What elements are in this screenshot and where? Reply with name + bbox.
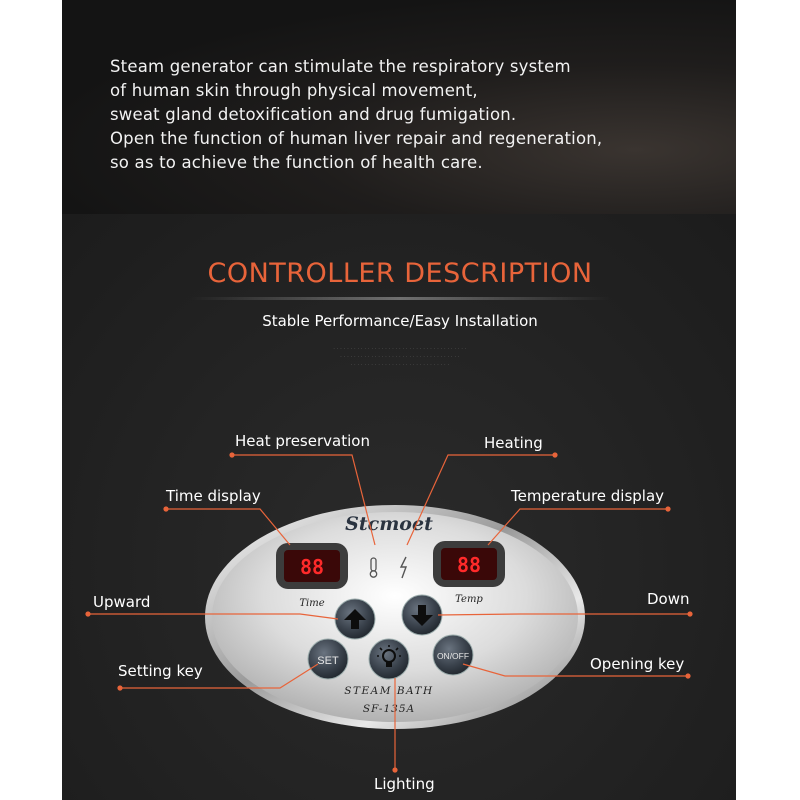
power-button[interactable] (433, 635, 473, 675)
time-display (276, 543, 348, 589)
label-heating: Heating (484, 434, 543, 452)
banner-text-line: Open the function of human liver repair and regeneration, (110, 129, 603, 148)
set-button[interactable] (308, 639, 348, 679)
model-line-1: STEAM BATH (344, 685, 434, 697)
banner-text-line: sweat gland detoxification and drug fumigation. (110, 105, 517, 124)
power-label: ON/OFF (436, 651, 470, 661)
model-line-2: SF-135A (362, 703, 416, 715)
label-heat-preservation: Heat preservation (235, 432, 370, 450)
set-label: SET (317, 655, 339, 667)
label-opening-key: Opening key (590, 655, 685, 673)
banner-text-line: of human skin through physical movement, (110, 81, 478, 100)
brand-logo: Stcmoet (345, 513, 433, 535)
temp-readout: 88 (456, 553, 482, 577)
label-setting-key: Setting key (118, 662, 203, 680)
temp-caption: Temp (455, 594, 483, 605)
temperature-display (433, 541, 505, 587)
section-title: CONTROLLER DESCRIPTION (207, 258, 593, 289)
label-time-display: Time display (166, 487, 261, 505)
banner-text-line: so as to achieve the function of health care. (110, 153, 483, 172)
down-button[interactable] (402, 595, 442, 635)
label-down: Down (647, 590, 690, 608)
time-readout: 88 (299, 555, 325, 579)
label-upward: Upward (93, 593, 151, 611)
label-temperature-display: Temperature display (511, 487, 665, 505)
light-button[interactable] (369, 639, 409, 679)
banner-text-line: Steam generator can stimulate the respiratory system (110, 57, 571, 76)
section-subtitle: Stable Performance/Easy Installation (262, 312, 538, 330)
fine-print-decoration: · · · · · · · · · · · · · · · · · · · · · · · · · · · · · · · · · · · (340, 355, 460, 360)
fine-print-decoration: · · · · · · · · · · · · · · · · · · · · · · · · · · · · · · · · · · · · · · · (333, 347, 467, 352)
fine-print-decoration: · · · · · · · · · · · · · · · · · · · · · · · · · · · · · (350, 363, 450, 368)
time-caption: Time (299, 598, 325, 609)
up-button[interactable] (335, 599, 375, 639)
label-lighting: Lighting (374, 775, 435, 793)
